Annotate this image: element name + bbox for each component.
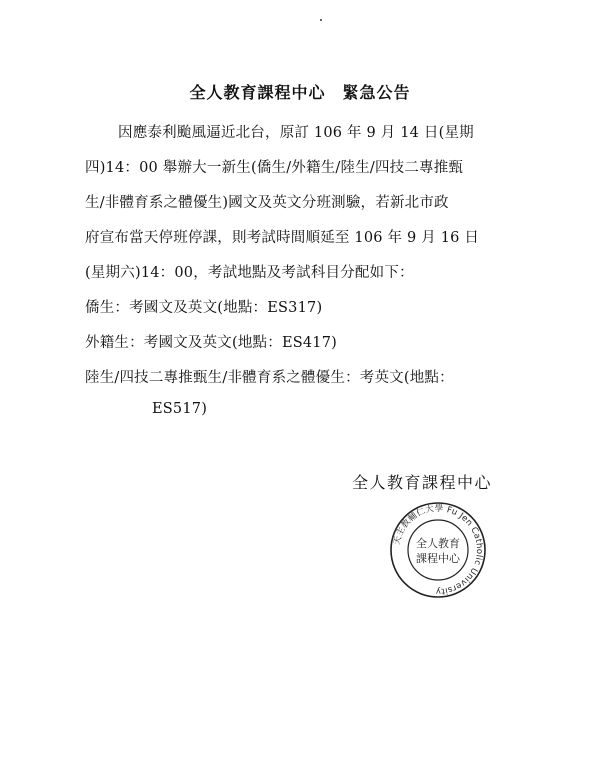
- body-line-2: 四)14：00 舉辦大一新生(僑生/外籍生/陸生/四技二專推甄: [85, 160, 464, 176]
- foreign-students-line: 外籍生：考國文及英文(地點：ES417): [85, 335, 338, 351]
- mainland-students-location: ES517): [152, 401, 208, 417]
- svg-text:課程中心: 課程中心: [416, 552, 460, 565]
- svg-text:全人教育: 全人教育: [416, 537, 460, 550]
- announcement-title: 全人教育課程中心 緊急公告: [189, 83, 411, 102]
- body-line-3: 生/非體育系之體優生)國文及英文分班測驗，若新北市政: [85, 195, 449, 211]
- overseas-students-line: 僑生：考國文及英文(地點：ES317): [85, 300, 323, 316]
- scan-speck: [320, 19, 322, 21]
- body-line-5: (星期六)14：00，考試地點及考試科目分配如下：: [85, 265, 414, 281]
- signature-unit: 全人教育課程中心: [352, 473, 493, 492]
- body-line-4: 府宣布當天停班停課，則考試時間順延至 106 年 9 月 16 日: [85, 230, 480, 246]
- body-line-1: 因應泰利颱風逼近北台，原訂 106 年 9 月 14 日(星期: [118, 125, 474, 141]
- svg-text:天主教輔仁大學 Fu Jen Catholic Univer: 天主教輔仁大學 Fu Jen Catholic University: [392, 503, 485, 597]
- university-seal-stamp: [388, 500, 488, 600]
- mainland-students-line: 陸生/四技二專推甄生/非體育系之體優生：考英文(地點：: [85, 370, 454, 386]
